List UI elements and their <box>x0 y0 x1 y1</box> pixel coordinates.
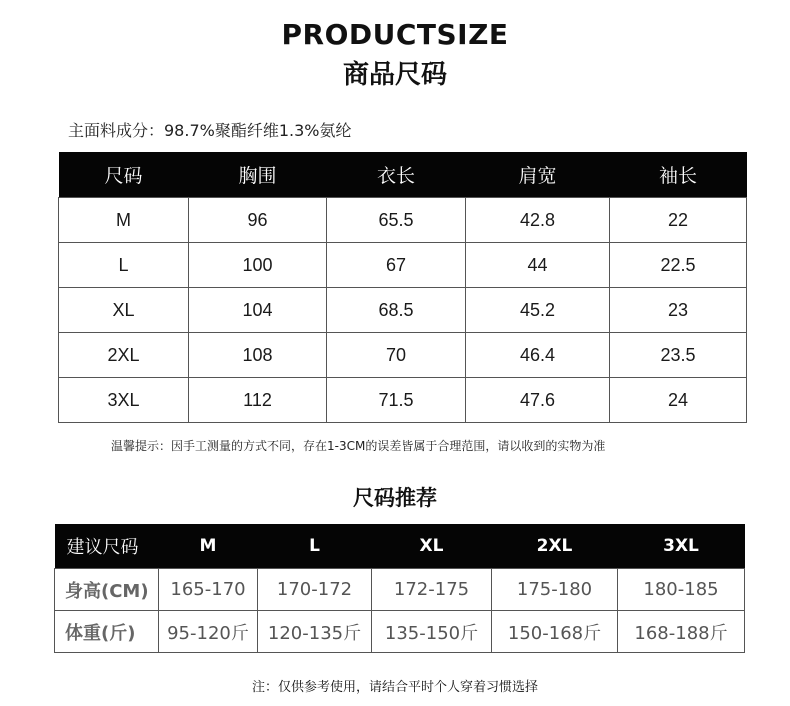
header-chest: 胸围 <box>189 152 327 198</box>
material-composition: 主面料成分：98.7%聚酯纤维1.3%氨纶 <box>68 121 352 140</box>
table-row <box>55 569 745 611</box>
header-size-m: M <box>159 524 258 569</box>
size-recommendation-table <box>54 524 745 653</box>
reference-footnote: 注：仅供参考使用，请结合平时个人穿着习惯选择 <box>251 680 538 695</box>
cell-size: XL <box>59 288 189 333</box>
cell-height: 172-175 <box>372 569 492 611</box>
cell-height: 170-172 <box>258 569 372 611</box>
cell-chest: 96 <box>189 198 327 243</box>
cell-length: 70 <box>327 333 466 378</box>
cell-shoulder: 45.2 <box>466 288 610 333</box>
cell-sleeve: 23.5 <box>610 333 747 378</box>
page-title-zh: 商品尺码 <box>342 60 447 90</box>
cell-sleeve: 22 <box>610 198 747 243</box>
cell-shoulder: 47.6 <box>466 378 610 423</box>
cell-shoulder: 42.8 <box>466 198 610 243</box>
cell-shoulder: 46.4 <box>466 333 610 378</box>
cell-height: 165-170 <box>159 569 258 611</box>
recommendation-title: 尺码推荐 <box>353 486 437 510</box>
page-title-en: PRODUCTSIZE <box>281 18 509 51</box>
cell-length: 71.5 <box>327 378 466 423</box>
recommendation-header-row <box>55 524 745 569</box>
cell-sleeve: 23 <box>610 288 747 333</box>
cell-size: 3XL <box>59 378 189 423</box>
cell-height: 180-185 <box>618 569 745 611</box>
cell-size: L <box>59 243 189 288</box>
cell-weight: 150-168斤 <box>492 611 618 653</box>
size-chart-header-row <box>59 152 747 198</box>
header-size-xl: XL <box>372 524 492 569</box>
header-sleeve: 袖长 <box>610 152 747 198</box>
table-row <box>59 378 747 423</box>
table-row <box>59 288 747 333</box>
cell-chest: 108 <box>189 333 327 378</box>
cell-chest: 100 <box>189 243 327 288</box>
header-length: 衣长 <box>327 152 466 198</box>
cell-length: 68.5 <box>327 288 466 333</box>
size-chart-table <box>58 152 747 423</box>
table-row <box>59 243 747 288</box>
cell-chest: 112 <box>189 378 327 423</box>
cell-size: M <box>59 198 189 243</box>
measurement-notice: 温馨提示：因手工测量的方式不同，存在1-3CM的误差皆属于合理范围，请以收到的实物为准 <box>111 439 606 453</box>
table-row <box>59 333 747 378</box>
header-size-3xl: 3XL <box>618 524 745 569</box>
cell-length: 67 <box>327 243 466 288</box>
header-size-2xl: 2XL <box>492 524 618 569</box>
cell-chest: 104 <box>189 288 327 333</box>
cell-height: 175-180 <box>492 569 618 611</box>
cell-weight: 168-188斤 <box>618 611 745 653</box>
header-shoulder: 肩宽 <box>466 152 610 198</box>
cell-weight: 120-135斤 <box>258 611 372 653</box>
row-label-height: 身高(CM) <box>55 569 159 611</box>
cell-size: 2XL <box>59 333 189 378</box>
cell-shoulder: 44 <box>466 243 610 288</box>
cell-weight: 135-150斤 <box>372 611 492 653</box>
cell-length: 65.5 <box>327 198 466 243</box>
header-size-l: L <box>258 524 372 569</box>
cell-weight: 95-120斤 <box>159 611 258 653</box>
cell-sleeve: 24 <box>610 378 747 423</box>
header-size: 尺码 <box>59 152 189 198</box>
cell-sleeve: 22.5 <box>610 243 747 288</box>
table-row <box>59 198 747 243</box>
row-label-weight: 体重(斤) <box>55 611 159 653</box>
header-suggested-size: 建议尺码 <box>55 524 159 569</box>
table-row <box>55 611 745 653</box>
